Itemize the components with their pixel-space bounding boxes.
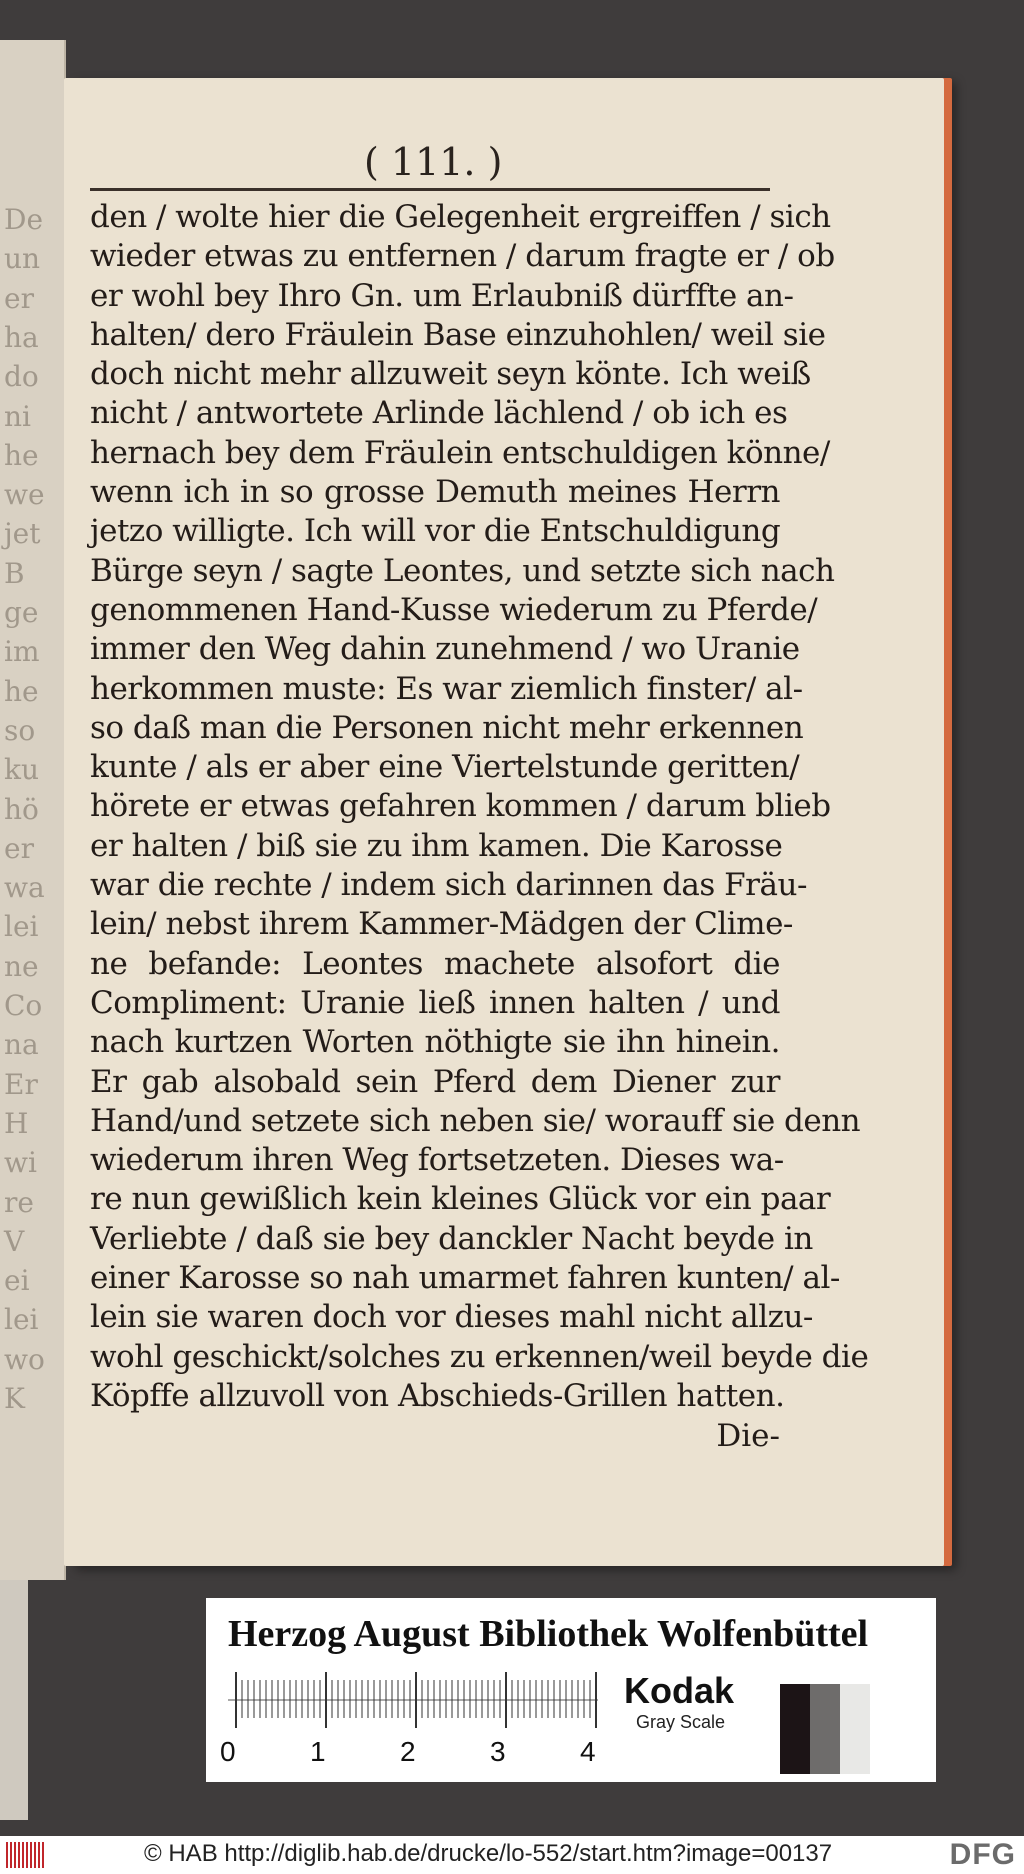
dfg-logo: DFG — [949, 1838, 1016, 1871]
text-line: er halten / biß sie zu ihm kamen. Die Karosse — [90, 827, 783, 864]
facing-page-fragment: do — [4, 360, 39, 394]
facing-page-fragment: lei — [4, 910, 39, 944]
text-line: lein/ nebst ihrem Kammer-Mädgen der Clime- — [90, 906, 793, 943]
gray-scale-label: Gray Scale — [636, 1712, 726, 1732]
text-line: Verliebte / daß sie bey danckler Nacht beyde in — [90, 1220, 813, 1257]
text-line: immer den Weg dahin zunehmend / wo Uranie — [90, 631, 800, 668]
text-line: Bürge seyn / sagte Leontes, und setzte sich nach — [90, 552, 835, 589]
facing-page-fragment: ge — [4, 596, 39, 629]
ruler-number: 0 — [220, 1736, 236, 1767]
text-line: nach kurtzen Worten nöthigte sie ihn hinein. — [90, 1024, 780, 1061]
facing-page-fragment: wi — [4, 1146, 37, 1180]
text-line: war die rechte / indem sich darinnen das Fräu- — [90, 867, 807, 904]
facing-page-fragment: er — [4, 831, 34, 865]
kodak-logo: Kodak — [624, 1670, 735, 1711]
facing-page-fragment: H — [4, 1106, 29, 1140]
text-line: den / wolte hier die Gelegenheit ergreiffen / sich — [90, 199, 831, 235]
ruler-number: 3 — [490, 1736, 506, 1767]
text-line: so daß man die Personen nicht mehr erkennen — [90, 709, 804, 746]
library-name: Herzog August Bibliothek Wolfenbüttel — [228, 1613, 869, 1655]
barcode-icon — [6, 1842, 46, 1868]
footer-link[interactable]: © HAB http://diglib.hab.de/drucke/lo-552/start.htm?image=00137 — [144, 1840, 833, 1867]
text-line: Er gab alsobald sein Pferd dem Diener zur — [90, 1063, 780, 1100]
ruler-number: 2 — [400, 1736, 416, 1767]
gray-swatch — [780, 1684, 810, 1774]
ruler-number: 1 — [310, 1736, 326, 1767]
facing-page-fragment: er — [4, 281, 34, 315]
library-color-card — [206, 1598, 936, 1782]
page-number: ( 111. ) — [364, 140, 503, 184]
gray-scale-swatches — [780, 1684, 870, 1774]
facing-page-fragment: B — [4, 556, 25, 590]
footer-bar — [0, 1836, 1024, 1874]
facing-page-fragment: un — [4, 242, 41, 276]
facing-page-bottom-strip — [0, 1580, 28, 1820]
facing-page-fragment: re — [4, 1185, 34, 1219]
facing-page-fragment: wa — [4, 871, 45, 905]
text-line: wieder etwas zu entfernen / darum fragte er / ob — [90, 238, 835, 275]
facing-page-fragment: na — [4, 1028, 39, 1062]
facing-page-fragment: wo — [4, 1342, 45, 1376]
text-line: hörete er etwas gefahren kommen / darum blieb — [90, 788, 831, 825]
facing-page-fragment: hö — [4, 792, 39, 826]
facing-page-fragment: he — [4, 438, 39, 472]
facing-page-fragment: K — [4, 1382, 25, 1415]
text-line: Köpffe allzuvoll von Abschieds-Grillen hatten. — [90, 1377, 785, 1414]
gray-swatch — [840, 1684, 870, 1774]
header-rule — [90, 188, 770, 191]
facing-page-fragment: so — [4, 713, 36, 747]
facing-page-fragment: ei — [4, 1264, 30, 1298]
text-line: herkommen muste: Es war ziemlich finster/ al- — [90, 670, 803, 707]
text-line: hernach bey dem Fräulein entschuldigen könne/ — [90, 434, 830, 471]
ruler-number: 4 — [580, 1736, 596, 1767]
text-line: lein sie waren doch vor dieses mahl nicht allzu- — [90, 1299, 813, 1336]
text-line: Compliment: Uranie ließ innen halten / und — [90, 984, 780, 1021]
text-line: wohl geschickt/solches zu erkennen/weil beyde die — [90, 1338, 869, 1375]
facing-page-fragment: ha — [4, 320, 39, 354]
book-page — [64, 78, 944, 1566]
facing-page-fragment: Co — [4, 989, 43, 1022]
facing-page-fragment: De — [4, 203, 44, 236]
catchword: Die- — [716, 1418, 780, 1454]
gray-swatch — [810, 1684, 840, 1774]
facing-page-edge — [0, 40, 66, 1580]
facing-page-fragment: Er — [4, 1067, 38, 1101]
text-line: nicht / antwortete Arlinde lächlend / ob ich es — [90, 395, 788, 432]
text-line: jetzo willigte. Ich will vor die Entschuldigung — [90, 513, 781, 550]
text-line: einer Karosse so nah umarmet fahren kunten/ al- — [90, 1260, 840, 1297]
ruler-scale — [228, 1670, 598, 1730]
text-line: halten/ dero Fräulein Base einzuhohlen/ weil sie — [90, 316, 826, 353]
text-line: ne befande: Leontes machete alsofort die — [90, 945, 780, 982]
facing-page-fragment: V — [4, 1224, 25, 1258]
text-line: er wohl bey Ihro Gn. um Erlaubniß dürffte an- — [90, 277, 794, 314]
page-text — [90, 198, 869, 1416]
facing-page-fragment: lei — [4, 1303, 39, 1337]
facing-page-fragment: we — [4, 478, 45, 512]
text-line: wiederum ihren Weg fortsetzeten. Dieses wa- — [90, 1142, 784, 1179]
text-line: doch nicht mehr allzuweit seyn könte. Ich weiß — [90, 356, 811, 393]
facing-page-fragment: ne — [4, 949, 39, 983]
facing-page-fragment: ku — [4, 753, 39, 787]
facing-page-fragment: im — [4, 635, 40, 669]
text-line: Hand/und setzete sich neben sie/ worauff sie denn — [90, 1102, 861, 1139]
text-line: genommenen Hand-Kusse wiederum zu Pferde/ — [90, 591, 818, 628]
facing-page-fragment: jet — [4, 517, 41, 551]
facing-page-fragment: ni — [4, 399, 31, 433]
text-line: wenn ich in so grosse Demuth meines Herrn — [90, 474, 780, 511]
text-line: kunte / als er aber eine Viertelstunde geritten/ — [90, 749, 800, 786]
text-line: re nun gewißlich kein kleines Glück vor ein paar — [90, 1181, 831, 1218]
facing-page-fragment: he — [4, 674, 39, 708]
